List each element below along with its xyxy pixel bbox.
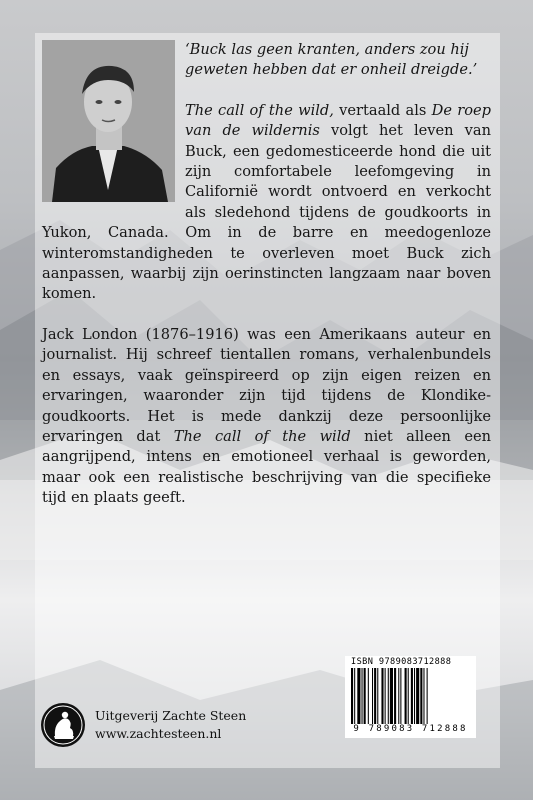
title-english: The call of the wild, bbox=[185, 101, 334, 119]
bio-text-1: Jack London (1876–1916) was een Amerikaans auteur en journalist. Hij schreef tientallen romans, verhalenbundels en essays, vaak geïnspireerd op zijn eigen reizen en ervaringen, waaronder zijn tijd tijdens de Klondike-goudkoorts. Het is mede dankzij deze persoonlijke ervaringen dat bbox=[42, 325, 491, 445]
bio-title-english: The call of the wild bbox=[173, 427, 351, 445]
opening-quote: ‘Buck las geen kranten, anders zou hij geweten hebben dat er onheil dreigde.’ bbox=[185, 41, 478, 79]
publisher-logo-icon bbox=[40, 702, 86, 748]
synopsis-text-1: vertaald als bbox=[333, 101, 432, 119]
bio-text-2: niet alleen een aangrijpend, intens en emotioneel verhaal is geworden, maar ook een realistische beschrijving van die specifieke tijd en plaats geeft. bbox=[42, 427, 491, 507]
barcode-digits: 9 789083 712888 bbox=[353, 724, 468, 734]
publisher-name: Uitgeverij Zachte Steen bbox=[95, 708, 247, 723]
photo-spacer bbox=[42, 40, 175, 205]
blurb-text bbox=[42, 40, 491, 529]
synopsis-text-2: volgt het leven van Buck, een gedomesticeerde hond die uit zijn comfortabele leefomgeving in Californië wordt ontvoerd en verkocht als sledehond tijdens de goudkoorts in Yukon, Canada. Om in de barre en meedogenloze winteromstandigheden te overleven moet Buck zich aanpassen, waarbij zijn oerinstincten langzaam naar boven komen. bbox=[42, 122, 491, 303]
isbn-label: ISBN 9789083712888 bbox=[351, 657, 452, 667]
isbn-barcode bbox=[345, 656, 476, 738]
title-dutch: De roep van de wildernis bbox=[185, 101, 491, 140]
publisher-block bbox=[40, 702, 300, 748]
publisher-url: www.zachtesteen.nl bbox=[95, 726, 222, 741]
author-bio-paragraph bbox=[42, 325, 491, 509]
barcode-bars bbox=[351, 668, 470, 724]
